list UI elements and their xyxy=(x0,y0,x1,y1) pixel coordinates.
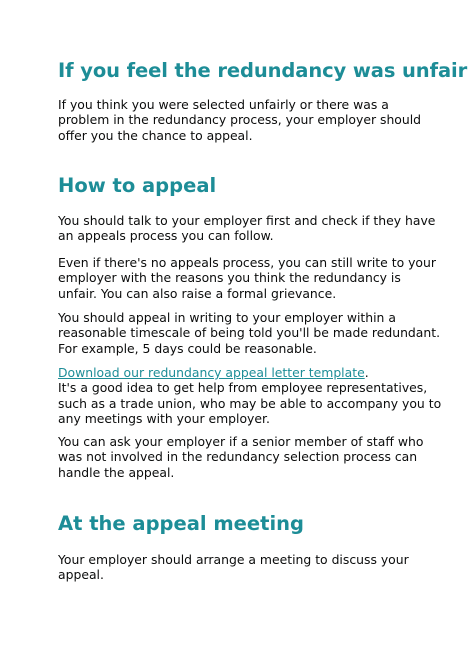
text-line: handle the appeal. xyxy=(58,464,175,480)
download-appeal-letter-template-link[interactable]: Download our redundancy appeal letter template xyxy=(58,365,365,380)
heading-how-to-appeal: How to appeal xyxy=(58,174,217,197)
heading-unfair-redundancy: If you feel the redundancy was unfair xyxy=(58,59,468,82)
text-line: For example, 5 days could be reasonable. xyxy=(58,340,317,356)
text-line: any meetings with your employer. xyxy=(58,410,270,426)
link-trailing-period: . xyxy=(364,365,369,380)
text-line-link xyxy=(58,365,420,380)
text-line: such as a trade union, who may be able to accompany you to xyxy=(58,395,442,411)
paragraph-no-appeals-process xyxy=(58,255,436,301)
text-line: was not involved in the redundancy selection process can xyxy=(58,449,418,465)
paragraph-senior-staff xyxy=(58,434,424,480)
text-line: Even if there's no appeals process, you can still write to your xyxy=(58,255,436,270)
text-line: unfair. You can also raise a formal grievance. xyxy=(58,285,337,301)
paragraph-arrange-meeting xyxy=(58,552,420,583)
text-line: appeal. xyxy=(58,567,104,583)
text-line: reasonable timescale of being told you'll be made redundant. xyxy=(58,325,441,341)
text-line: employer with the reasons you think the redundancy is xyxy=(58,270,401,286)
paragraph-template-and-help xyxy=(58,365,442,426)
text-line: Your employer should arrange a meeting to discuss your xyxy=(58,552,409,567)
text-line: You can ask your employer if a senior member of staff who xyxy=(58,434,424,449)
text-line: problem in the redundancy process, your employer should xyxy=(58,112,422,128)
text-line: If you think you were selected unfairly or there was a xyxy=(58,97,389,112)
text-line: an appeals process you can follow. xyxy=(58,228,274,244)
heading-appeal-meeting: At the appeal meeting xyxy=(58,512,304,535)
text-line: You should appeal in writing to your employer within a xyxy=(58,310,396,325)
text-line: You should talk to your employer first and check if they have xyxy=(58,213,436,228)
text-line: It's a good idea to get help from employee representatives, xyxy=(58,380,428,396)
paragraph-appeal-in-writing xyxy=(58,310,441,356)
paragraph-unfair-intro xyxy=(58,97,420,143)
paragraph-talk-to-employer xyxy=(58,213,436,244)
text-line: offer you the chance to appeal. xyxy=(58,127,253,143)
